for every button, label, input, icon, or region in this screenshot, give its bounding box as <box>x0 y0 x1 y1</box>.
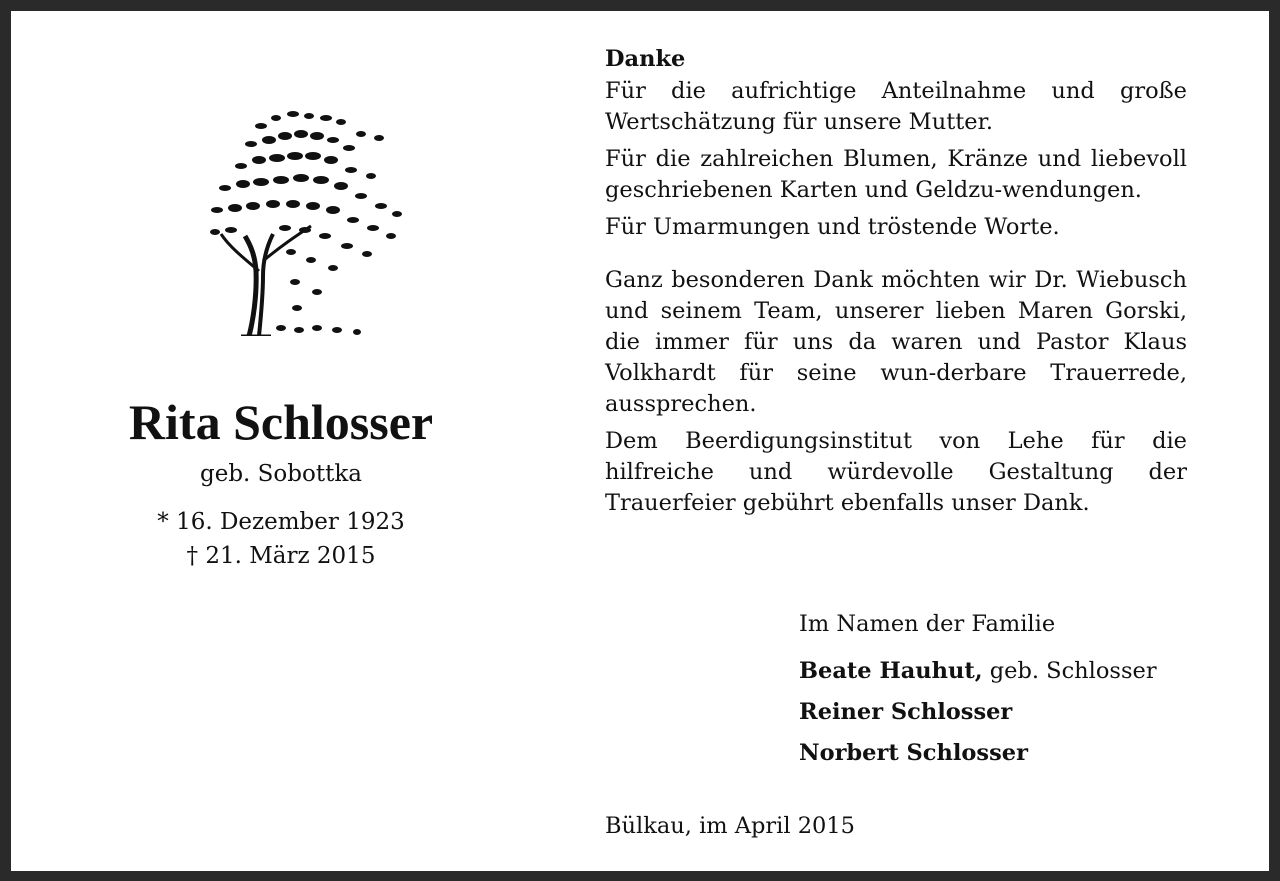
family-member-name: Reiner Schlosser <box>799 699 1013 725</box>
tree-icon <box>201 96 411 336</box>
family-member <box>799 656 1199 687</box>
birth-date: * 16. Dezember 1923 <box>157 509 405 535</box>
place-date: Bülkau, im April 2015 <box>605 813 855 839</box>
family-member <box>799 697 1199 728</box>
message-paragraph: Für Umarmungen und tröstende Worte. <box>605 214 1060 240</box>
message-paragraph: Ganz besonderen Dank möchten wir Dr. Wiebusch und seinem Team, unserer lieben Maren Gorski, die immer für uns da waren und Pastor Klaus Volkhardt für seine wun-derbare Trauerrede, aussprechen. <box>605 267 1187 417</box>
family-member-name: Beate Hauhut, <box>799 658 983 684</box>
thank-you-message <box>605 44 1187 519</box>
deceased-name: Rita Schlosser <box>128 394 434 450</box>
message-paragraph: Dem Beerdigungsinstitut von Lehe für die hilfreiche und würdevolle Gestaltung der Trauerfeier gebührt ebenfalls unser Dank. <box>605 428 1187 516</box>
signature-block <box>799 609 1199 779</box>
family-member-name: Norbert Schlosser <box>799 740 1028 766</box>
message-paragraph: Für die aufrichtige Anteilnahme und große Wertschätzung für unsere Mutter. <box>605 78 1187 135</box>
message-heading: Danke <box>605 46 686 72</box>
family-member <box>799 738 1199 769</box>
death-date: † 21. März 2015 <box>186 543 376 569</box>
left-column <box>11 11 571 871</box>
signature-intro: Im Namen der Familie <box>799 611 1056 637</box>
family-member-suffix: geb. Schlosser <box>982 658 1157 684</box>
message-paragraph: Für die zahlreichen Blumen, Kränze und liebevoll geschriebenen Karten und Geldzu-wendungen. <box>605 146 1187 203</box>
maiden-name: geb. Sobottka <box>200 461 362 487</box>
